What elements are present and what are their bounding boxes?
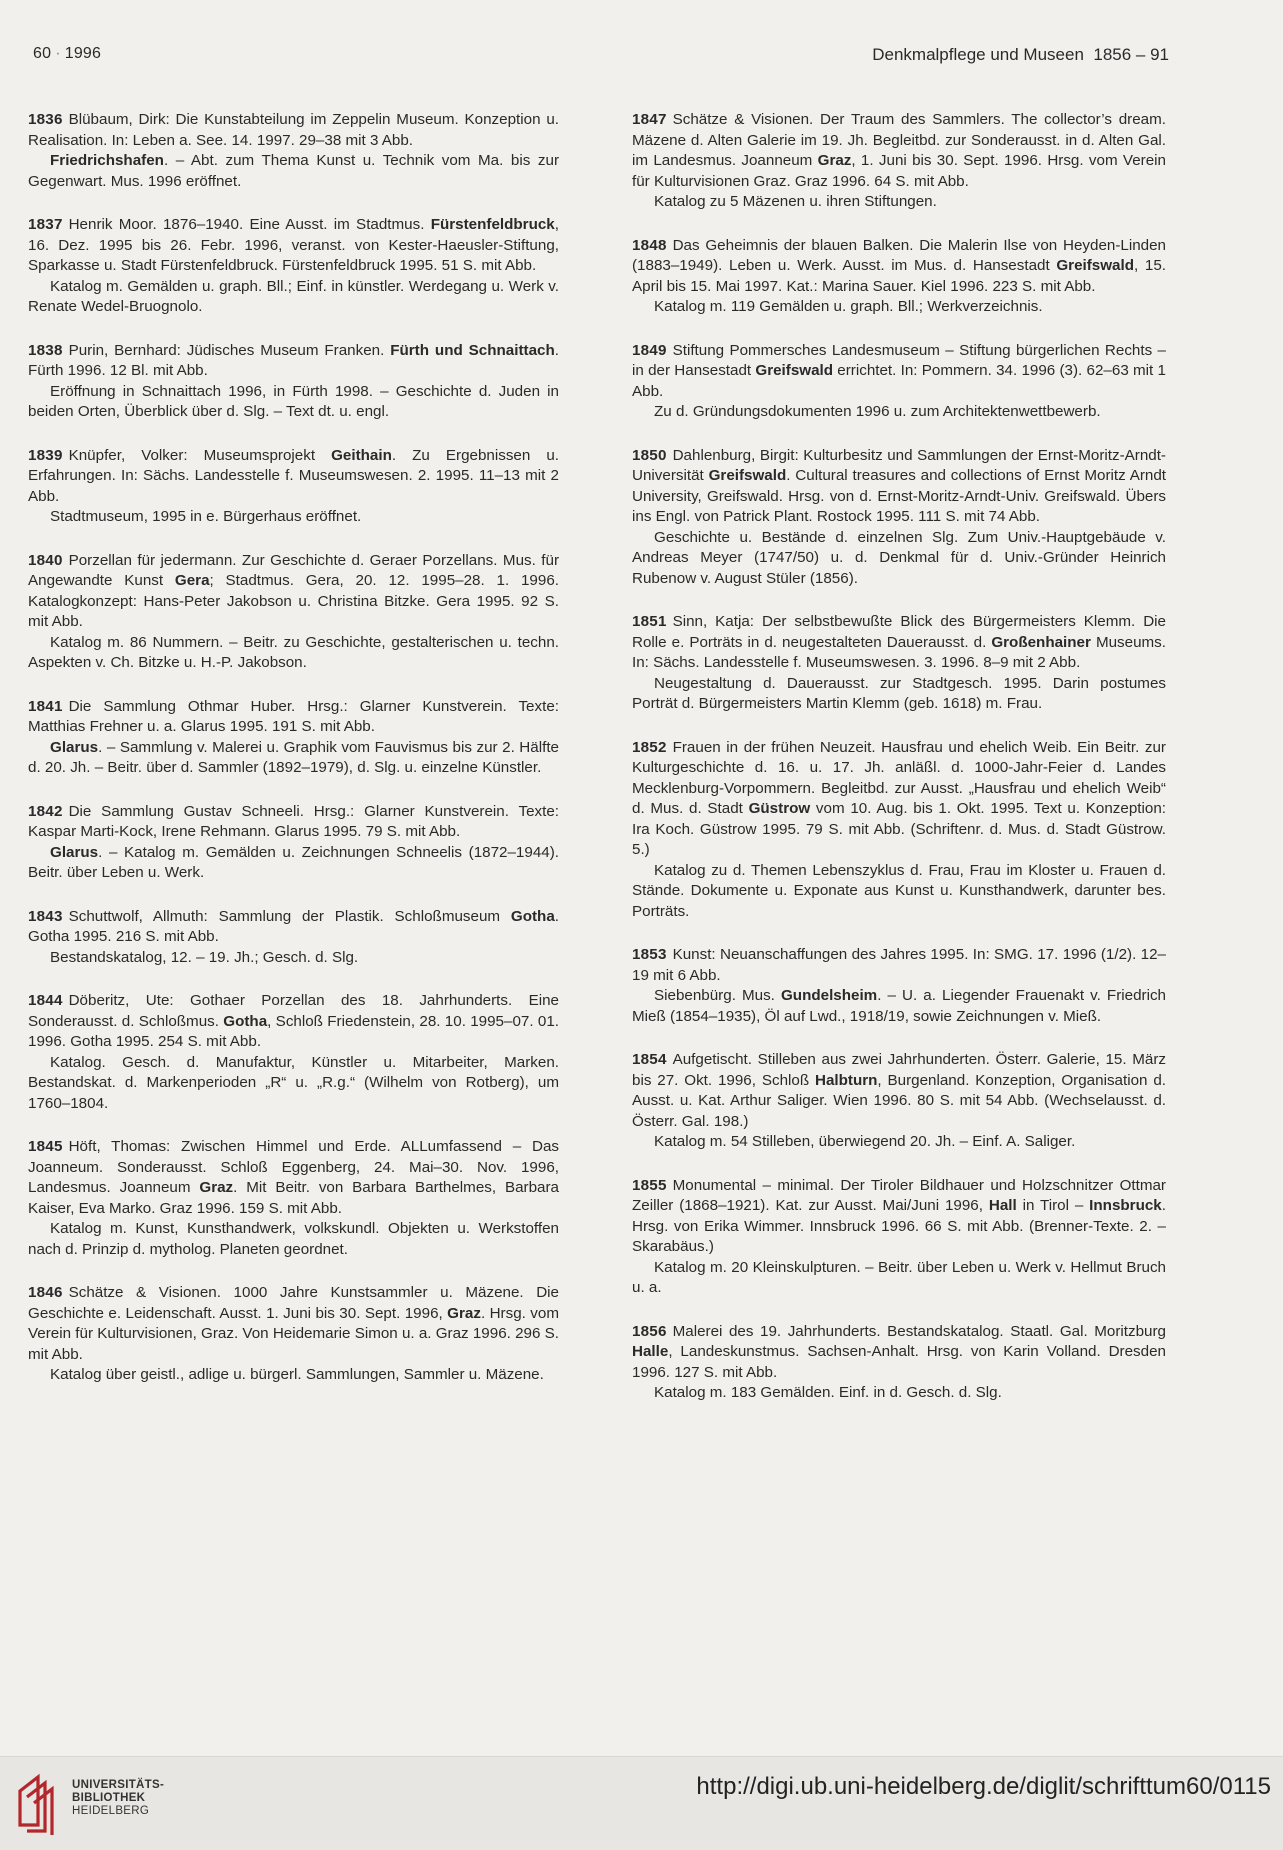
entry-text: Schuttwolf, Allmuth: Sammlung der Plastik. Schloßmuseum <box>68 907 511 925</box>
bibliography-entry <box>28 110 559 192</box>
bibliography-entry <box>632 1322 1166 1404</box>
entry-text: Katalog zu d. Themen Lebenszyklus d. Frau, Frau im Kloster u. Frauen d. Stände. Dokumente u. Exponate aus Kunst u. Kunsthandwerk, darunter bes. Porträts. <box>632 861 1166 920</box>
entry-number: 1839 <box>28 446 63 464</box>
entry-citation <box>28 907 559 948</box>
entry-number: 1836 <box>28 111 63 128</box>
entry-text: Geschichte u. Bestände d. einzelnen Slg. Zum Univ.-Hauptgebäude v. Andreas Meyer (1747/50) u. d. Denkmal für d. Univ.-Gründer Heinrich Rubenow v. August Stüler (1856). <box>632 528 1166 587</box>
entry-text: Katalog über geistl., adlige u. bürgerl. Sammlungen, Sammler u. Mäzene. <box>50 1366 544 1383</box>
entry-number: 1854 <box>632 1051 667 1068</box>
bibliography-entry <box>28 446 559 528</box>
entry-annotation <box>632 1132 1166 1153</box>
entry-annotation <box>28 1219 559 1260</box>
entry-citation <box>28 1137 559 1219</box>
entry-text: Katalog m. 54 Stilleben, überwiegend 20. Jh. – Einf. A. Saliger. <box>654 1133 1076 1150</box>
entry-text: ; Stadtmus. Gera, 20. 12. 1995–28. 1. 1996. Katalogkonzept: Hans-Peter Jakobson u. Christina Bitzke. Gera 1995. 92 S. mit Abb. <box>28 572 559 630</box>
entry-text: , Landeskunstmus. Sachsen-Anhalt. Hrsg. von Karin Volland. Dresden 1996. 127 S. mit Abb. <box>632 1343 1166 1381</box>
entry-citation <box>632 1050 1166 1132</box>
entry-number: 1852 <box>632 738 667 756</box>
entry-annotation <box>28 382 559 423</box>
place-name: Glarus <box>50 738 99 756</box>
place-name: Halle <box>632 1343 669 1360</box>
entry-text: , 1. Juni bis 30. Sept. 1996. Hrsg. vom Verein für Kulturvisionen Graz. Graz 1996. 64 S. mit Abb. <box>632 152 1166 190</box>
entry-text: Das Geheimnis der blauen Balken. Die Malerin Ilse von Heyden-Linden (1883–1949). Leben u. Werk. Ausst. im Mus. d. Hansestadt <box>632 236 1166 274</box>
entry-text: Blübaum, Dirk: Die Kunstabteilung im Zeppelin Museum. Konzeption u. Realisation. In: Leben a. See. 14. 1997. 29–38 mit 3 Abb. <box>28 111 559 149</box>
place-name: Graz <box>817 152 852 169</box>
entry-text: Stadtmuseum, 1995 in e. Bürgerhaus eröffnet. <box>50 508 362 525</box>
library-name: UNIVERSITÄTS- BIBLIOTHEK HEIDELBERG <box>72 1779 165 1817</box>
place-name: Gera <box>174 572 210 589</box>
place-name: Graz <box>199 1179 234 1196</box>
entry-text: Porzellan für jedermann. Zur Geschichte d. Geraer Porzellans. Mus. für Angewandte Kunst <box>28 551 559 589</box>
entry-citation <box>632 945 1166 986</box>
entry-citation <box>632 612 1166 674</box>
running-header-right <box>872 45 1169 65</box>
entry-citation <box>632 236 1166 298</box>
entry-annotation <box>28 948 559 969</box>
entry-text: , Schloß Friedenstein, 28. 10. 1995–07. 01. 1996. Gotha 1995. 254 S. mit Abb. <box>28 1012 559 1050</box>
entry-annotation <box>632 674 1166 715</box>
entry-text: , Burgenland. Konzeption, Organisation d. Ausst. u. Kat. Arthur Saliger. Wien 1996. 80 S. mit 54 Abb. (Wechselausst. d. Österr. Gal. 198.) <box>632 1071 1167 1130</box>
place-name: Fürth und Schnaittach <box>390 341 555 359</box>
entry-text: Bestandskatalog, 12. – 19. Jh.; Gesch. d. Slg. <box>50 948 359 966</box>
entry-number: 1847 <box>632 111 667 128</box>
entry-text: Siebenbürg. Mus. <box>654 987 781 1004</box>
entry-text: Katalog m. 119 Gemälden u. graph. Bll.; Werkverzeichnis. <box>654 298 1043 315</box>
entry-text: Henrik Moor. 1876–1940. Eine Ausst. im Stadtmus. <box>68 216 431 233</box>
entry-text: Katalog m. Kunst, Kunsthandwerk, volkskundl. Objekten u. Werkstoffen nach d. Prinzip d. mytholog. Planeten geordnet. <box>28 1220 559 1258</box>
entry-annotation <box>28 151 559 192</box>
entry-number: 1846 <box>28 1284 63 1301</box>
entry-text: Dahlenburg, Birgit: Kulturbesitz und Sammlungen der Ernst-Moritz-Arndt-Universität <box>632 446 1166 484</box>
entry-number: 1842 <box>28 802 63 820</box>
entry-text: Katalog zu 5 Mäzenen u. ihren Stiftungen. <box>654 193 937 210</box>
place-name: Geithain <box>331 446 392 464</box>
entry-annotation <box>632 1383 1166 1404</box>
entry-number: 1843 <box>28 907 63 925</box>
place-name: Hall <box>988 1197 1017 1214</box>
entry-citation <box>632 446 1166 528</box>
entry-citation <box>28 1283 559 1365</box>
bibliography-entry <box>28 802 559 884</box>
entry-text: Monumental – minimal. Der Tiroler Bildhauer und Holzschnitzer Ottmar Zeiller (1868–1921). Kat. zur Ausst. Mai/Juni 1996, <box>632 1176 1166 1214</box>
bibliography-entry <box>28 215 559 318</box>
footer-bar <box>0 1756 1283 1850</box>
header-year: 1996 <box>64 45 102 62</box>
entry-citation <box>28 110 559 151</box>
entry-text: . Zu Ergebnissen u. Erfahrungen. In: Sächs. Landesstelle f. Museumswesen. 2. 1995. 11–13 mit 2 Abb. <box>28 446 560 505</box>
entry-text: Kunst: Neuanschaffungen des Jahres 1995. In: SMG. 17. 1996 (1/2). 12–19 mit 6 Abb. <box>632 946 1166 984</box>
entry-number: 1837 <box>28 216 63 233</box>
entry-text: Aufgetischt. Stilleben aus zwei Jahrhunderten. Österr. Galerie, 15. März bis 27. Okt. 1996, Schloß <box>632 1051 1166 1089</box>
place-name: Greifswald <box>1056 257 1134 274</box>
entry-text: . Gotha 1995. 216 S. mit Abb. <box>28 907 559 945</box>
entry-text: , 15. April bis 15. Mai 1997. Kat.: Marina Sauer. Kiel 1996. 223 S. mit Abb. <box>632 257 1166 295</box>
bibliography-entry <box>632 612 1166 715</box>
entry-text: . Hrsg. von Erika Wimmer. Innsbruck 1996. 66 S. mit Abb. (Brenner-Texte. 2. – Skarabäus.) <box>632 1197 1166 1255</box>
place-name: Greifswald <box>755 362 834 379</box>
entry-range: 1856 – 91 <box>1093 45 1169 64</box>
entry-number: 1844 <box>28 992 63 1009</box>
place-name: Graz <box>447 1304 481 1322</box>
entry-text: Neugestaltung d. Dauerausst. zur Stadtgesch. 1995. Darin postumes Porträt d. Bürgermeisters Martin Klemm (geb. 1618) m. Frau. <box>632 674 1166 712</box>
entry-number: 1838 <box>28 341 63 359</box>
entry-annotation <box>28 738 559 779</box>
entry-citation <box>28 341 559 382</box>
entry-text: . – Sammlung v. Malerei u. Graphik vom Fauvismus bis zur 2. Hälfte d. 20. Jh. – Beitr. über d. Sammler (1892–1979), d. Slg. u. einzelne Künstler. <box>28 738 559 776</box>
entry-text: Katalog m. 20 Kleinskulpturen. – Beitr. über Leben u. Werk v. Hellmut Bruch u. a. <box>632 1258 1166 1296</box>
entry-text: Purin, Bernhard: Jüdisches Museum Franken. <box>68 341 391 359</box>
bibliography-entry <box>28 991 559 1114</box>
bibliography-entry <box>632 110 1166 213</box>
bibliography-entry <box>632 738 1166 923</box>
entry-number: 1851 <box>632 613 667 630</box>
bibliography-entry <box>632 945 1166 1027</box>
place-name: Gotha <box>223 1012 268 1030</box>
entry-text: Katalog m. 86 Nummern. – Beitr. zu Geschichte, gestalterischen u. techn. Aspekten v. Ch. Bitzke u. H.-P. Jakobson. <box>28 633 559 671</box>
entry-citation <box>28 802 559 843</box>
entry-text: Knüpfer, Volker: Museumsprojekt <box>68 446 332 464</box>
entry-annotation <box>632 986 1166 1027</box>
entry-annotation <box>28 507 559 528</box>
entry-citation <box>632 110 1166 192</box>
entry-text: Zu d. Gründungsdokumenten 1996 u. zum Architektenwettbewerb. <box>654 403 1101 420</box>
place-name: Fürstenfeldbruck <box>430 216 555 233</box>
entry-annotation <box>28 1053 559 1115</box>
entry-number: 1841 <box>28 697 63 715</box>
entry-annotation <box>632 861 1166 923</box>
bibliography-entry <box>28 1137 559 1260</box>
entry-text: . Mit Beitr. von Barbara Barthelmes, Barbara Kaiser, Eva Marko. Graz 1996. 159 S. mit Abb. <box>28 1179 559 1217</box>
running-header-left: 60 · 1996 <box>33 45 102 62</box>
entry-number: 1848 <box>632 236 667 254</box>
entry-number: 1856 <box>632 1322 667 1340</box>
bibliography-entry <box>28 551 559 674</box>
entry-annotation <box>28 1365 559 1386</box>
entry-text: Schätze & Visionen. Der Traum des Sammlers. The collector’s dream. Mäzene d. Alten Galerie im 19. Jh. Begleitbd. zur Sonderausst. in d. Alten Gal. im Landesmus. Joanneum <box>632 111 1166 169</box>
bibliography-entry <box>632 446 1166 590</box>
entry-text: vom 10. Aug. bis 1. Okt. 1995. Text u. Konzeption: Ira Koch. Güstrow 1995. 79 S. mit Abb. (Schriftenr. d. Mus. d. Stadt Güstrow. 5.) <box>632 800 1166 858</box>
place-name: Greifswald <box>708 467 787 484</box>
entry-annotation <box>28 277 559 318</box>
entry-annotation <box>632 402 1166 423</box>
entry-text: , 16. Dez. 1995 bis 26. Febr. 1996, veranst. von Kester-Haeusler-Stiftung, Sparkasse u. Stadt Fürstenfeldbruck. Fürstenfeldbruck 1995. 51 S. mit Abb. <box>28 216 559 274</box>
entry-annotation <box>28 843 559 884</box>
entry-text: Frauen in der frühen Neuzeit. Hausfrau und ehelich Weib. Ein Beitr. zur Kulturgeschichte d. 16. u. 17. Jh. anläßl. d. 1000-Jahr-Feier d. Landes Mecklenburg-Vorpommern. Begleitbd. zur Ausst. „Hausfrau und ehelich Weib“ d. Mus. d. Stadt <box>632 738 1166 817</box>
page-number: 60 <box>33 45 52 62</box>
entry-text: in Tirol – <box>1016 1197 1090 1214</box>
entry-citation <box>632 341 1166 403</box>
library-logo-icon <box>14 1769 70 1835</box>
entry-text: Eröffnung in Schnaittach 1996, in Fürth 1998. – Geschichte d. Juden in beiden Orten, Überblick über d. Slg. – Text dt. u. engl. <box>28 382 559 420</box>
entry-text: . – U. a. Liegender Frauenakt v. Friedrich Mieß (1854–1935), Öl auf Lwd., 1918/19, sowie Zeichnungen v. Mieß. <box>632 987 1166 1025</box>
place-name: Gotha <box>510 907 555 925</box>
left-column <box>28 110 559 1409</box>
bibliography-entry <box>632 341 1166 423</box>
entry-annotation <box>28 633 559 674</box>
entry-number: 1853 <box>632 946 667 963</box>
place-name: Innsbruck <box>1089 1197 1162 1214</box>
entry-annotation <box>632 528 1166 590</box>
entry-citation <box>632 738 1166 861</box>
place-name: Friedrichshafen <box>50 152 164 169</box>
entry-text: Die Sammlung Othmar Huber. Hrsg.: Glarner Kunstverein. Texte: Matthias Frehner u. a. Glarus 1995. 191 S. mit Abb. <box>28 697 559 735</box>
place-name: Halbturn <box>814 1071 878 1089</box>
bibliography-entry <box>28 907 559 969</box>
right-column <box>632 110 1166 1427</box>
place-name: Gundelsheim <box>780 987 878 1004</box>
entry-number: 1855 <box>632 1176 667 1194</box>
entry-citation <box>28 697 559 738</box>
entry-citation <box>28 991 559 1053</box>
entry-citation <box>632 1322 1166 1384</box>
entry-text: Katalog m. 183 Gemälden. Einf. in d. Gesch. d. Slg. <box>654 1384 1002 1401</box>
source-url[interactable]: http://digi.ub.uni-heidelberg.de/diglit/schrifttum60/0115 <box>696 1773 1271 1800</box>
entry-text: Katalog m. Gemälden u. graph. Bll.; Einf. in künstler. Werdegang u. Werk v. Renate Wedel-Bruognolo. <box>28 277 559 315</box>
place-name: Glarus <box>50 843 99 861</box>
entry-text: Sinn, Katja: Der selbstbewußte Blick des Bürgermeisters Klemm. Die Rolle e. Porträts in d. neugestalteten Dauerausst. d. <box>632 613 1166 651</box>
place-name: Güstrow <box>748 800 811 817</box>
entry-annotation <box>632 297 1166 318</box>
bibliography-entry <box>28 341 559 423</box>
bibliography-entry <box>28 1283 559 1386</box>
entry-number: 1845 <box>28 1138 63 1155</box>
entry-text: . Cultural treasures and collections of Ernst Moritz Arndt University, Greifswald. Hrsg. von d. Ernst-Moritz-Arndt-Univ. Greifswald. Übers ins Engl. von Patrick Plant. Rostock 1995. 111 S. mit 74 Abb. <box>632 467 1166 525</box>
entry-citation <box>28 551 559 633</box>
entry-text: Stiftung Pommersches Landesmuseum – Stiftung bürgerlichen Rechts – in der Hansestadt <box>632 341 1166 379</box>
entry-citation <box>28 446 559 508</box>
entry-number: 1850 <box>632 446 667 464</box>
entry-text: Malerei des 19. Jahrhunderts. Bestandskatalog. Staatl. Gal. Moritzburg <box>672 1322 1166 1340</box>
entry-text: . – Abt. zum Thema Kunst u. Technik vom Ma. bis zur Gegenwart. Mus. 1996 eröffnet. <box>28 152 559 190</box>
entry-text: . Hrsg. vom Verein für Kulturvisionen, Graz. Von Heidemarie Simon u. a. Graz 1996. 296 S. mit Abb. <box>28 1304 559 1363</box>
entry-text: . – Katalog m. Gemälden u. Zeichnungen Schneelis (1872–1944). Beitr. über Leben u. Werk. <box>28 843 559 881</box>
bibliography-entry <box>632 236 1166 318</box>
entry-text: Döberitz, Ute: Gothaer Porzellan des 18. Jahrhunderts. Eine Sonderausst. d. Schloßmus. <box>28 992 559 1030</box>
entry-text: Katalog. Gesch. d. Manufaktur, Künstler u. Mitarbeiter, Marken. Bestandskat. d. Markenperioden „R“ u. „R.g.“ (Wilhelm von Rotberg), um 1760–1804. <box>28 1053 559 1112</box>
entry-text: Schätze & Visionen. 1000 Jahre Kunstsammler u. Mäzene. Die Geschichte e. Leidenschaft. Ausst. 1. Juni bis 30. Sept. 1996, <box>28 1284 559 1322</box>
section-title: Denkmalpflege und Museen <box>872 45 1084 64</box>
entry-annotation <box>632 1258 1166 1299</box>
entry-number: 1840 <box>28 551 63 569</box>
bibliography-entry <box>632 1176 1166 1299</box>
entry-citation <box>632 1176 1166 1258</box>
entry-citation <box>28 215 559 277</box>
entry-number: 1849 <box>632 341 667 359</box>
place-name: Großenhainer <box>991 633 1091 651</box>
bibliography-entry <box>28 697 559 779</box>
entry-text: Die Sammlung Gustav Schneeli. Hrsg.: Glarner Kunstverein. Texte: Kaspar Marti-Kock, Irene Rehmann. Glarus 1995. 79 S. mit Abb. <box>28 802 559 840</box>
entry-text: Museums. In: Sächs. Landesstelle f. Museumswesen. 3. 1996. 8–9 mit 2 Abb. <box>632 633 1166 671</box>
entry-annotation <box>632 192 1166 213</box>
bibliography-entry <box>632 1050 1166 1153</box>
entry-text: Höft, Thomas: Zwischen Himmel und Erde. ALLumfassend – Das Joanneum. Sonderausst. Schloß Eggenberg, 24. Mai–30. Nov. 1996, Landesmus. Joanneum <box>28 1138 559 1196</box>
entry-text: . Fürth 1996. 12 Bl. mit Abb. <box>28 341 559 379</box>
entry-text: errichtet. In: Pommern. 34. 1996 (3). 62–63 mit 1 Abb. <box>632 362 1166 400</box>
